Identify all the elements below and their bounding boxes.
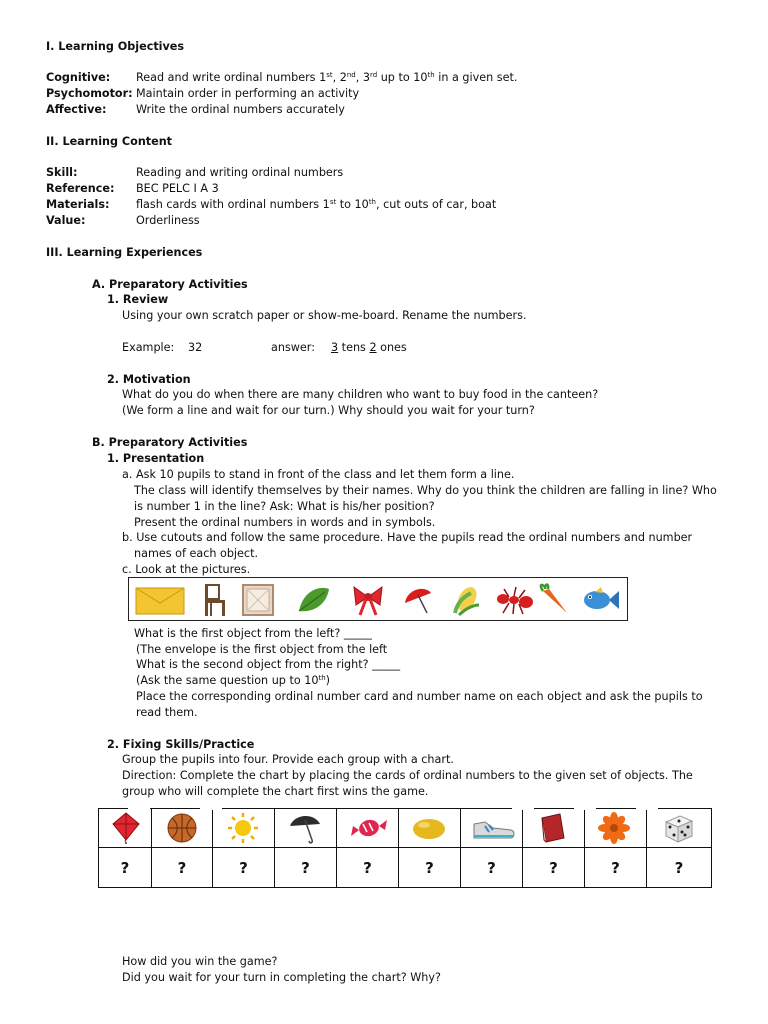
answer-cell[interactable]: ?: [611, 858, 620, 877]
presentation-c-line: c. Look at the pictures.: [122, 563, 251, 576]
chair-icon: [197, 583, 231, 617]
kite-icon: [109, 812, 143, 844]
review-heading: 1. Review: [107, 293, 169, 306]
picture-strip: [128, 577, 628, 621]
place-line-1: Place the corresponding ordinal number card and number name on each object and ask the pupils to: [136, 690, 703, 703]
dice-icon: [662, 812, 696, 844]
presentation-a-line-1: a. Ask 10 pupils to stand in front of the class and let them form a line.: [122, 468, 515, 481]
sun-icon: [226, 812, 260, 844]
fixing-line-3: group who will complete the chart first wins the game.: [122, 785, 429, 798]
fixing-line-1: Group the pupils into four. Provide each group with a chart.: [122, 753, 454, 766]
ribbon-icon: [351, 583, 385, 617]
umbrella-icon: [288, 812, 322, 844]
content-heading: II. Learning Content: [46, 135, 173, 148]
answer-text: 3 tens 2 ones: [331, 341, 407, 354]
motivation-line-2: (We form a line and wait for our turn.) Why should you wait for your turn?: [122, 404, 535, 417]
chart-border-gap: [512, 806, 534, 810]
answer-cell[interactable]: ?: [487, 858, 496, 877]
answer-cell[interactable]: ?: [177, 858, 187, 877]
question-1-answer: (The envelope is the first object from the left: [136, 643, 388, 656]
chart-border-gap: [636, 806, 658, 810]
answer-cell[interactable]: ?: [363, 858, 372, 877]
answer-cell[interactable]: ?: [239, 858, 248, 877]
question-1: What is the first object from the left? _____: [134, 627, 372, 640]
question-2: What is the second object from the right? _____: [136, 658, 401, 671]
chart-border-gap: [128, 806, 150, 810]
presentation-b-line-1: b. Use cutouts and follow the same procedure. Have the pupils read the ordinal numbers and number: [122, 531, 693, 544]
candy-icon: [349, 812, 389, 844]
chart-border-gap: [574, 806, 596, 810]
experiences-heading: III. Learning Experiences: [46, 246, 203, 259]
motivation-heading: 2. Motivation: [107, 373, 191, 386]
envelope-icon: [135, 583, 185, 617]
presentation-a-line-4: Present the ordinal numbers in words and in symbols.: [134, 516, 436, 529]
shoe-icon: [471, 812, 517, 844]
motivation-line-1: What do you do when there are many children who want to buy food in the canteen?: [122, 388, 599, 401]
flower-icon: [597, 812, 631, 844]
presentation-b-line-2: names of each object.: [134, 547, 259, 560]
carrot-icon: [537, 583, 571, 617]
presentation-a-line-3: is number 1 in the line? Ask: What is his/her position?: [134, 500, 435, 513]
skill-text: Reading and writing ordinal numbers: [136, 166, 344, 179]
leaf-icon: [297, 583, 331, 617]
affective-label: Affective:: [46, 103, 107, 116]
closing-question-1: How did you win the game?: [122, 955, 278, 968]
place-line-2: read them.: [136, 706, 198, 719]
closing-question-2: Did you wait for your turn in completing the chart? Why?: [122, 971, 441, 984]
affective-text: Write the ordinal numbers accurately: [136, 103, 345, 116]
skill-label: Skill:: [46, 166, 78, 179]
reference-label: Reference:: [46, 182, 115, 195]
reference-text: BEC PELC I A 3: [136, 182, 219, 195]
basketball-icon: [165, 812, 199, 844]
value-text: Orderliness: [136, 214, 200, 227]
answer-cell[interactable]: ?: [674, 858, 684, 877]
psychomotor-text: Maintain order in performing an activity: [136, 87, 360, 100]
ant-icon: [495, 583, 535, 617]
answer-cell[interactable]: ?: [549, 858, 558, 877]
section-a-heading: A. Preparatory Activities: [92, 278, 248, 291]
umbrella-icon: [401, 583, 435, 617]
book-icon: [536, 812, 570, 844]
objectives-heading: I. Learning Objectives: [46, 40, 185, 53]
materials-label: Materials:: [46, 198, 110, 211]
frame-icon: [241, 583, 275, 617]
section-b-heading: B. Preparatory Activities: [92, 436, 248, 449]
presentation-a-line-2: The class will identify themselves by their names. Why do you think the children are falling in line? Who: [134, 484, 717, 497]
question-3: (Ask the same question up to 10th): [136, 674, 331, 687]
answer-label: answer:: [271, 341, 315, 354]
cognitive-label: Cognitive:: [46, 71, 111, 84]
example-value: 32: [188, 341, 203, 354]
cognitive-text: Read and write ordinal numbers 1st, 2nd, 3rd up to 10th in a given set.: [136, 71, 518, 84]
corn-icon: [449, 583, 483, 617]
fish-icon: [581, 583, 621, 617]
answer-cell[interactable]: ?: [120, 858, 130, 877]
mango-icon: [410, 812, 448, 844]
ordinal-chart: [98, 808, 712, 888]
psychomotor-label: Psychomotor:: [46, 87, 133, 100]
materials-text: flash cards with ordinal numbers 1st to 10th, cut outs of car, boat: [136, 198, 497, 211]
example-label: Example:: [122, 341, 175, 354]
chart-border-gap: [200, 806, 222, 810]
answer-cell[interactable]: ?: [301, 858, 310, 877]
presentation-heading: 1. Presentation: [107, 452, 205, 465]
answer-cell[interactable]: ?: [425, 858, 434, 877]
review-text: Using your own scratch paper or show-me-board. Rename the numbers.: [122, 309, 527, 322]
fixing-heading: 2. Fixing Skills/Practice: [107, 738, 255, 751]
value-label: Value:: [46, 214, 86, 227]
fixing-line-2: Direction: Complete the chart by placing the cards of ordinal numbers to the given set of objects. The: [122, 769, 693, 782]
